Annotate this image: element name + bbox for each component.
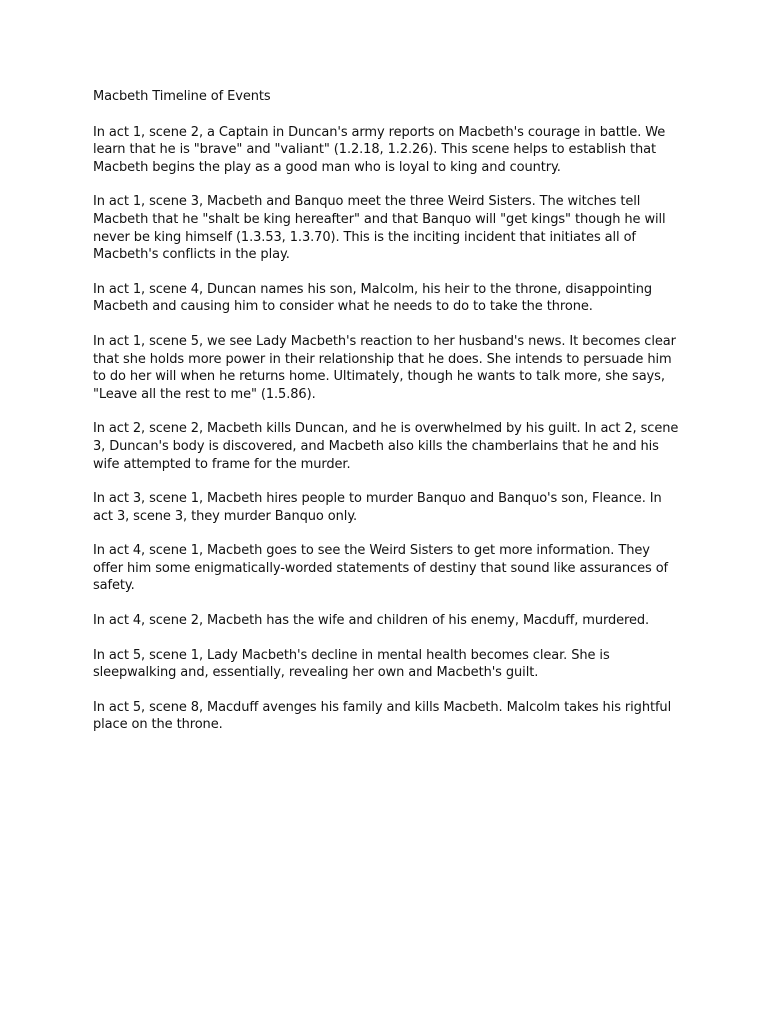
paragraph-act3: In act 3, scene 1, Macbeth hires people to murder Banquo and Banquo's son, Fleance. In act 3, scene 3, they murder Banquo only.: [93, 491, 662, 524]
paragraph-act4-scene2: In act 4, scene 2, Macbeth has the wife and children of his enemy, Macduff, murdered.: [93, 613, 650, 629]
document-title: Macbeth Timeline of Events: [93, 89, 271, 104]
paragraph-act2: In act 2, scene 2, Macbeth kills Duncan, and he is overwhelmed by his guilt. In act 2, scene 3, Duncan's body is discovered, and Macbeth also kills the chamberlains that he and his wife attempted to frame for the murder.: [93, 421, 679, 472]
document-body: [93, 88, 681, 751]
paragraph-act1-scene3: In act 1, scene 3, Macbeth and Banquo meet the three Weird Sisters. The witches tell Macbeth that he "shalt be king hereafter" and that Banquo will "get kings" though he will never be king himself (1.3.53, 1.3.70). This is the inciting incident that initiates all of Macbeth's conflicts in the play.: [93, 194, 666, 263]
paragraph-act1-scene4: In act 1, scene 4, Duncan names his son, Malcolm, his heir to the throne, disappointing Macbeth and causing him to consider what he needs to do to take the throne.: [93, 281, 653, 315]
paragraph-act4-scene1: In act 4, scene 1, Macbeth goes to see the Weird Sisters to get more information. They offer him some enigmatically-worded statements of destiny that sound like assurances of safety.: [93, 543, 669, 594]
paragraph-act1-scene2: In act 1, scene 2, a Captain in Duncan's army reports on Macbeth's courage in battle. We learn that he is "brave" and "valiant" (1.2.18, 1.2.26). This scene helps to establish that Macbeth begins the play as a good man who is loyal to king and country.: [93, 124, 666, 175]
paragraph-act5-scene8: In act 5, scene 8, Macduff avenges his family and kills Macbeth. Malcolm takes his rightful place on the throne.: [93, 699, 672, 733]
paragraph-act1-scene5: In act 1, scene 5, we see Lady Macbeth's reaction to her husband's news. It becomes clear that she holds more power in their relationship that he does. She intends to persuade him to do her will when he returns home. Ultimately, though he wants to talk more, she says, "Leave all the rest to me" (1.5.86).: [93, 333, 676, 402]
paragraph-act5-scene1: In act 5, scene 1, Lady Macbeth's decline in mental health becomes clear. She is sleepwalking and, essentially, revealing her own and Macbeth's guilt.: [93, 647, 610, 681]
